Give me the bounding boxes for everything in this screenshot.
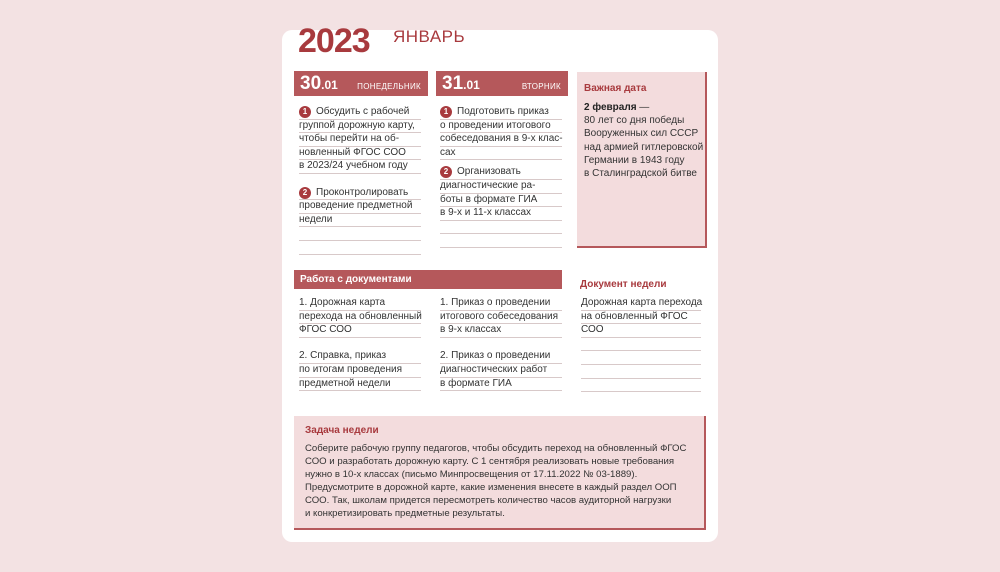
documents-col-2 xyxy=(440,297,562,391)
important-date-text: 2 февраля — 80 лет со дня победы Вооруженных сил СССР над армией гитлеровской Германии в 1943 году в Сталинградской битве xyxy=(584,102,704,180)
doc-line: диагностических работ xyxy=(440,364,562,378)
task-item xyxy=(440,106,562,160)
day-tasks-monday xyxy=(299,106,421,255)
weekday-label: ВТОРНИК xyxy=(521,82,561,91)
task-line: о проведении итогового xyxy=(440,120,562,134)
blank-line xyxy=(581,351,701,365)
task-of-week-title: Задача недели xyxy=(305,425,379,436)
doc-line: в формате ГИА xyxy=(440,378,562,392)
task-item xyxy=(299,187,421,228)
blank-line xyxy=(581,338,701,352)
task-line: новленный ФГОС СОО xyxy=(299,147,421,161)
task-number-badge: 2 xyxy=(440,166,452,178)
blank-line xyxy=(581,379,701,393)
doc-line: предметной недели xyxy=(299,378,421,392)
task-line: недели xyxy=(299,214,421,228)
task-line: диагностические ра- xyxy=(440,180,562,194)
task-line: 2 Организовать xyxy=(440,166,562,180)
blank-line xyxy=(440,221,562,235)
doc-line: 1. Дорожная карта xyxy=(299,297,421,311)
doc-line: перехода на обновленный xyxy=(299,311,421,325)
task-number-badge: 1 xyxy=(440,106,452,118)
blank-line xyxy=(581,365,701,379)
doc-line: СОО xyxy=(581,324,701,338)
day-number: 31.01 xyxy=(442,73,480,94)
day-header-tuesday xyxy=(436,71,568,96)
day-number: 30.01 xyxy=(300,73,338,94)
week-document xyxy=(581,297,701,392)
task-line: собеседования в 9-х клас- xyxy=(440,133,562,147)
doc-line: 2. Справка, приказ xyxy=(299,350,421,364)
doc-line: в 9-х классах xyxy=(440,324,562,338)
task-of-week-panel xyxy=(294,416,706,530)
weekday-label: ПОНЕДЕЛЬНИК xyxy=(357,82,421,91)
task-number-badge: 1 xyxy=(299,106,311,118)
task-line: чтобы перейти на об- xyxy=(299,133,421,147)
doc-line: ФГОС СОО xyxy=(299,324,421,338)
documents-header: Работа с документами xyxy=(294,270,562,289)
doc-line: на обновленный ФГОС xyxy=(581,311,701,325)
day-tasks-tuesday xyxy=(440,106,562,248)
task-line: 1 Обсудить с рабочей xyxy=(299,106,421,120)
task-line: 1 Подготовить приказ xyxy=(440,106,562,120)
task-number-badge: 2 xyxy=(299,187,311,199)
task-item xyxy=(440,166,562,220)
task-line: группой дорожную карту, xyxy=(299,120,421,134)
blank-line xyxy=(299,227,421,241)
year-title: 2023 xyxy=(298,22,370,60)
important-date-panel xyxy=(577,72,707,248)
month-title: ЯНВАРЬ xyxy=(393,27,466,46)
day-header-monday xyxy=(294,71,428,96)
task-item xyxy=(299,106,421,174)
doc-line: по итогам проведения xyxy=(299,364,421,378)
doc-line: 2. Приказ о проведении xyxy=(440,350,562,364)
task-line: в 2023/24 учебном году xyxy=(299,160,421,174)
task-line: проведение предметной xyxy=(299,200,421,214)
blank-line xyxy=(299,241,421,255)
blank-line xyxy=(440,234,562,248)
task-line: боты в формате ГИА xyxy=(440,194,562,208)
week-document-title: Документ недели xyxy=(580,279,667,290)
doc-line: итогового собеседования xyxy=(440,311,562,325)
important-date-title: Важная дата xyxy=(584,83,647,94)
doc-line: 1. Приказ о проведении xyxy=(440,297,562,311)
doc-line: Дорожная карта перехода xyxy=(581,297,701,311)
task-of-week-text: Соберите рабочую группу педагогов, чтобы обсудить переход на обновленный ФГОС СОО и разработать дорожную карту. С 1 сентября реализовать новые требования нужно в 10-х классах (письмо Минпросвещения от 17.11.2022 № 03-1889). Предусмотрите в дорожной карте, какие изменения внесете в каждый раздел ООП СОО. Так, школам придется пересмотреть количество часов аудиторной нагрузки и конкретизировать предметные результаты. xyxy=(305,443,687,520)
task-line: 2 Проконтролировать xyxy=(299,187,421,201)
task-line: в 9-х и 11-х классах xyxy=(440,207,562,221)
documents-col-1 xyxy=(299,297,421,391)
task-line: сах xyxy=(440,147,562,161)
